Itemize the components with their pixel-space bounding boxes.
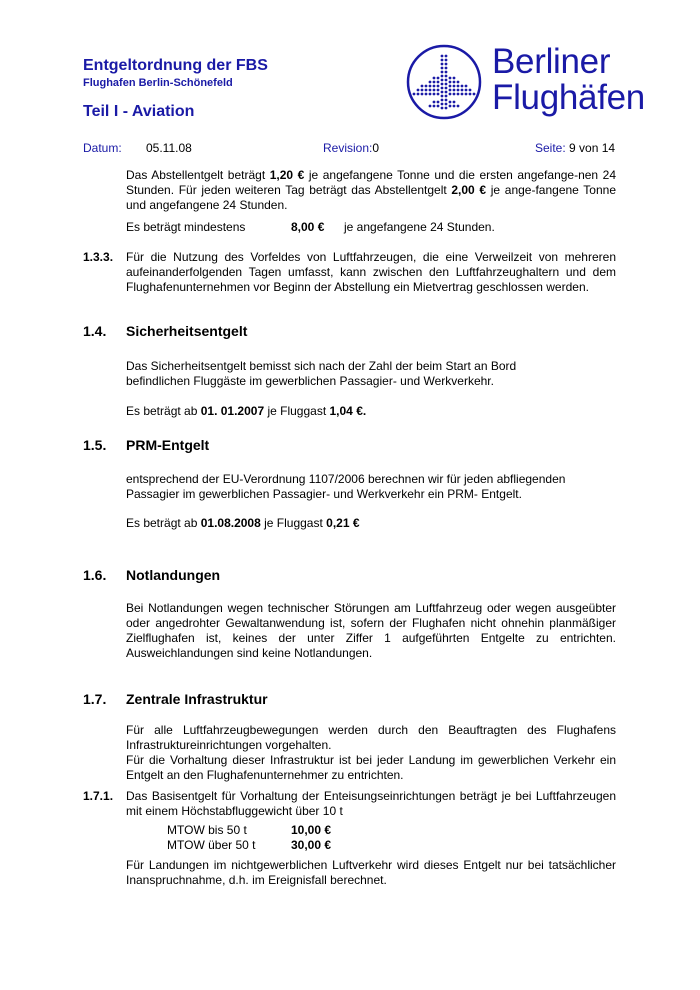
mtow-row-label: MTOW über 50 t bbox=[167, 838, 256, 852]
section-title: Sicherheitsentgelt bbox=[126, 323, 248, 339]
parking-fee-paragraph bbox=[126, 168, 616, 213]
parking-text-2: je angefangene Tonne und die ersten angefange-nen 24 Stunden. Für jeden weiteren Tag beträgt das Abstellentgelt bbox=[126, 168, 616, 197]
section-number: 1.5. bbox=[83, 437, 107, 453]
section-title: Notlandungen bbox=[126, 567, 221, 583]
parking-rate-1: 1,20 € bbox=[269, 168, 305, 182]
parking-min-value: 8,00 € bbox=[291, 220, 325, 234]
rate-prefix: Es beträgt ab bbox=[126, 516, 201, 530]
section-number: 1.7. bbox=[83, 691, 107, 707]
document-title: Entgeltordnung der FBS bbox=[83, 57, 268, 74]
section-number: 1.6. bbox=[83, 567, 107, 583]
section-1-4-line-2: befindlichen Fluggäste im gewerblichen Passagier- und Werkverkehr. bbox=[126, 374, 494, 388]
document-part: Teil I - Aviation bbox=[83, 103, 195, 120]
section-number: 1.7.1. bbox=[83, 789, 114, 803]
rate-value: 0,21 € bbox=[326, 516, 360, 530]
logo-line-1: Berliner bbox=[492, 42, 611, 81]
page-field bbox=[535, 141, 615, 155]
mtow-row-value: 10,00 € bbox=[291, 823, 332, 837]
section-1-7-1-text: Das Basisentgelt für Vorhaltung der Enteisungseinrichtungen beträgt je bei Luftfahrzeugen mit einem Höchstabfluggewicht über 10 t bbox=[126, 789, 616, 818]
section-number: 1.4. bbox=[83, 323, 107, 339]
revision-value: 0 bbox=[372, 141, 380, 155]
section-1-4-line-1: Das Sicherheitsentgelt bemisst sich nach der Zahl der beim Start an Bord bbox=[126, 359, 517, 373]
date-label: Datum: bbox=[83, 141, 122, 155]
section-1-7-1-note: Für Landungen im nichtgewerblichen Luftverkehr wird dieses Entgelt nur bei tatsächlicher Inanspruchnahme, d.h. im Ereignisfall berechnet. bbox=[126, 858, 616, 887]
mtow-row-value: 30,00 € bbox=[291, 838, 332, 852]
security-fee-rate bbox=[126, 404, 366, 419]
section-1-7-para-1: Für alle Luftfahrzeugbewegungen werden durch den Beauftragten des Flughafens Infrastruktureinrichtungen vorgehalten. bbox=[126, 723, 616, 752]
logo-wordmark bbox=[492, 44, 645, 116]
section-number: 1.3.3. bbox=[83, 250, 114, 264]
date-field bbox=[83, 141, 122, 155]
rate-value: 1,04 €. bbox=[329, 404, 367, 418]
page-value: 9 von 14 bbox=[569, 141, 616, 155]
section-title: Zentrale Infrastruktur bbox=[126, 691, 268, 707]
logo-line-2: Flughäfen bbox=[492, 78, 645, 117]
page-label: Seite: bbox=[535, 141, 566, 155]
mtow-row-label: MTOW bis 50 t bbox=[167, 823, 247, 837]
date-value: 05.11.08 bbox=[146, 141, 192, 155]
rate-date: 01.08.2008 bbox=[200, 516, 261, 530]
rate-mid: je Fluggast bbox=[264, 404, 330, 418]
rate-mid: je Fluggast bbox=[260, 516, 327, 530]
prm-fee-rate bbox=[126, 516, 360, 531]
parking-text-3: je ange-fangene Tonne und angefangene 24 Stunden. bbox=[126, 183, 616, 212]
section-1-7-para-2: Für die Vorhaltung dieser Infrastruktur ist bei jeder Landung im gewerblichen Verkehr ein Entgelt an den Flughafenunternehmer zu entrichten. bbox=[126, 753, 616, 782]
parking-min-label: Es beträgt mindestens bbox=[126, 220, 246, 234]
section-1-3-3-text: Für die Nutzung des Vorfeldes von Luftfahrzeugen, die eine Verweilzeit von mehreren aufeinanderfolgenden Tagen umfasst, kann zwischen den Luftfahrzeughaltern und dem Flughafenunternehmen vor Beginn der Abstellung ein Mietvertrag geschlossen werden. bbox=[126, 250, 616, 294]
parking-min-unit: je angefangene 24 Stunden. bbox=[344, 220, 495, 234]
section-1-6-text: Bei Notlandungen wegen technischer Störungen am Luftfahrzeug oder wegen ausgeübter oder angedrohter Gewaltanwendung ist, sofern der Flughafen nicht ohnehin planmäßiger Zielflughafen ist, keines der unter Ziffer 1 aufgeführten Entgelte zu entrichten. Ausweichlandungen sind keine Notlandungen. bbox=[126, 601, 616, 660]
document-subtitle: Flughafen Berlin-Schönefeld bbox=[83, 77, 233, 89]
revision-field bbox=[323, 141, 379, 155]
revision-label: Revision: bbox=[323, 141, 373, 155]
parking-rate-2: 2,00 € bbox=[451, 183, 487, 197]
rate-date: 01. 01.2007 bbox=[200, 404, 265, 418]
parking-text-1: Das Abstellentgelt beträgt bbox=[126, 168, 270, 182]
section-title: PRM-Entgelt bbox=[126, 437, 210, 453]
section-1-5-line-2: Passagier im gewerblichen Passagier- und Werkverkehr ein PRM- Entgelt. bbox=[126, 487, 522, 501]
section-1-5-line-1: entsprechend der EU-Verordnung 1107/2006 berechnen wir für jeden abfliegenden bbox=[126, 472, 566, 486]
rate-prefix: Es beträgt ab bbox=[126, 404, 201, 418]
airplane-dots-icon bbox=[406, 44, 482, 120]
